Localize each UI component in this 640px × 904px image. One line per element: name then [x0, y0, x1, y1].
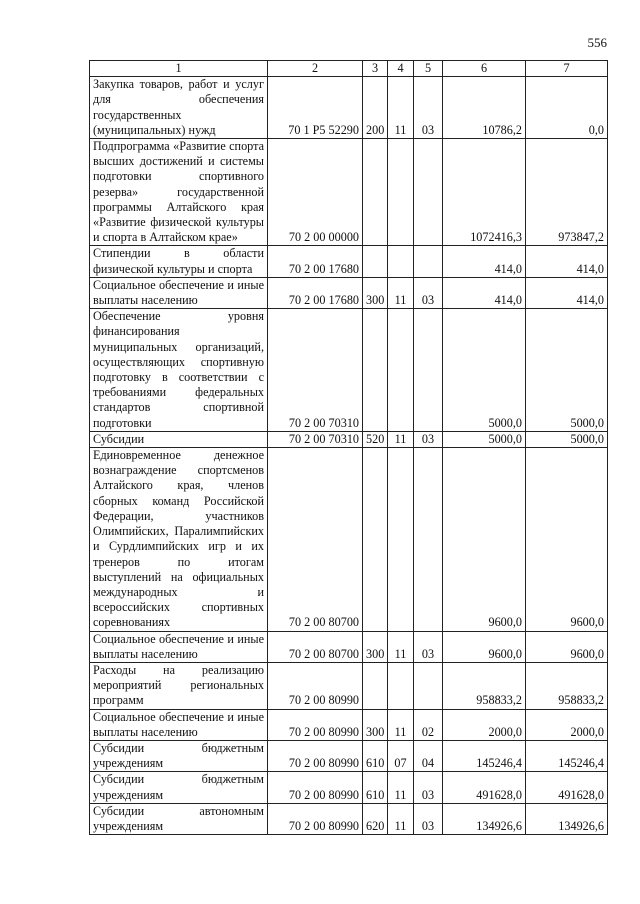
- col-header: 7: [526, 61, 608, 77]
- cell-c7: 414,0: [526, 246, 608, 277]
- col-header: 1: [90, 61, 268, 77]
- cell-name: Субсидии бюджетным учреждениям: [90, 772, 268, 803]
- cell-c5: [414, 246, 443, 277]
- cell-c7: 973847,2: [526, 139, 608, 246]
- cell-c6: 9600,0: [443, 631, 526, 662]
- table-row: [90, 709, 608, 740]
- cell-c4: 11: [388, 772, 414, 803]
- table-row: [90, 139, 608, 246]
- cell-c6: 491628,0: [443, 772, 526, 803]
- col-header: 6: [443, 61, 526, 77]
- cell-code: 70 2 00 70310: [268, 309, 363, 432]
- cell-code: 70 2 00 17680: [268, 277, 363, 308]
- cell-c6: 414,0: [443, 277, 526, 308]
- cell-c7: 5000,0: [526, 309, 608, 432]
- cell-c4: 11: [388, 709, 414, 740]
- cell-c3: [363, 139, 388, 246]
- table-row: [90, 309, 608, 432]
- cell-c4: [388, 662, 414, 709]
- table-row: [90, 803, 608, 834]
- cell-c5: [414, 309, 443, 432]
- cell-c6: 10786,2: [443, 77, 526, 139]
- cell-c3: [363, 448, 388, 631]
- cell-c5: [414, 662, 443, 709]
- cell-c3: 300: [363, 277, 388, 308]
- col-header: 4: [388, 61, 414, 77]
- cell-code: 70 1 P5 52290: [268, 77, 363, 139]
- cell-code: 70 2 00 00000: [268, 139, 363, 246]
- cell-name: Социальное обеспечение и иные выплаты населению: [90, 631, 268, 662]
- cell-c3: 300: [363, 709, 388, 740]
- cell-c4: 11: [388, 277, 414, 308]
- cell-c5: 03: [414, 77, 443, 139]
- cell-code: 70 2 00 80990: [268, 803, 363, 834]
- cell-name: Стипендии в области физической культуры и спорта: [90, 246, 268, 277]
- budget-table: [89, 60, 608, 835]
- table-row: [90, 662, 608, 709]
- cell-c4: 11: [388, 803, 414, 834]
- cell-c3: [363, 246, 388, 277]
- cell-name: Социальное обеспечение и иные выплаты населению: [90, 277, 268, 308]
- cell-c7: 9600,0: [526, 448, 608, 631]
- cell-c3: 620: [363, 803, 388, 834]
- cell-c5: [414, 139, 443, 246]
- cell-c5: 03: [414, 431, 443, 447]
- cell-c4: [388, 448, 414, 631]
- cell-c6: 5000,0: [443, 309, 526, 432]
- cell-name: Расходы на реализацию мероприятий региональных программ: [90, 662, 268, 709]
- cell-c6: 9600,0: [443, 448, 526, 631]
- cell-name: Закупка товаров, работ и услуг для обеспечения государственных (муниципальных) нужд: [90, 77, 268, 139]
- cell-name: Социальное обеспечение и иные выплаты населению: [90, 709, 268, 740]
- table-row: [90, 431, 608, 447]
- cell-c4: 11: [388, 431, 414, 447]
- cell-name: Подпрограмма «Развитие спорта высших достижений и системы подготовки спортивного резерва» государственной программы Алтайского края «Развитие физической культуры и спорта в Алтайском крае»: [90, 139, 268, 246]
- col-header: 2: [268, 61, 363, 77]
- cell-c7: 414,0: [526, 277, 608, 308]
- cell-c4: [388, 309, 414, 432]
- cell-c4: [388, 139, 414, 246]
- cell-c7: 9600,0: [526, 631, 608, 662]
- cell-code: 70 2 00 80700: [268, 631, 363, 662]
- cell-c7: 5000,0: [526, 431, 608, 447]
- cell-c4: 11: [388, 77, 414, 139]
- cell-name: Субсидии автономным учреждениям: [90, 803, 268, 834]
- cell-c3: 610: [363, 772, 388, 803]
- cell-c3: [363, 662, 388, 709]
- cell-c5: 03: [414, 772, 443, 803]
- cell-c6: 134926,6: [443, 803, 526, 834]
- cell-c7: 0,0: [526, 77, 608, 139]
- cell-c5: [414, 448, 443, 631]
- table-row: [90, 772, 608, 803]
- page-number: 556: [587, 35, 607, 50]
- cell-name: Субсидии бюджетным учреждениям: [90, 740, 268, 771]
- cell-c7: 134926,6: [526, 803, 608, 834]
- table-row: [90, 448, 608, 631]
- table-row: [90, 631, 608, 662]
- cell-code: 70 2 00 80990: [268, 740, 363, 771]
- cell-c7: 145246,4: [526, 740, 608, 771]
- cell-c6: 1072416,3: [443, 139, 526, 246]
- cell-code: 70 2 00 80700: [268, 448, 363, 631]
- cell-code: 70 2 00 70310: [268, 431, 363, 447]
- cell-c6: 958833,2: [443, 662, 526, 709]
- cell-c6: 145246,4: [443, 740, 526, 771]
- col-header: 3: [363, 61, 388, 77]
- cell-c4: [388, 246, 414, 277]
- cell-c7: 2000,0: [526, 709, 608, 740]
- cell-c5: 02: [414, 709, 443, 740]
- cell-c5: 03: [414, 631, 443, 662]
- table-row: [90, 277, 608, 308]
- cell-code: 70 2 00 80990: [268, 709, 363, 740]
- table-row: [90, 740, 608, 771]
- cell-name: Единовременное денежное вознаграждение спортсменов Алтайского края, членов сборных команд Российской Федерации, участников Олимпийских, Паралимпийских и Сурдлимпийских игр и их тренеров по итогам выступлений на официальных международных и всероссийских спортивных соревнованиях: [90, 448, 268, 631]
- cell-c7: 958833,2: [526, 662, 608, 709]
- cell-c5: 03: [414, 277, 443, 308]
- cell-c4: 07: [388, 740, 414, 771]
- cell-c6: 5000,0: [443, 431, 526, 447]
- cell-name: Обеспечение уровня финансирования муниципальных организаций, осуществляющих спортивную подготовку в соответствии с требованиями федеральных стандартов спортивной подготовки: [90, 309, 268, 432]
- table-row: [90, 246, 608, 277]
- header-row: [90, 61, 608, 77]
- cell-c7: 491628,0: [526, 772, 608, 803]
- cell-code: 70 2 00 17680: [268, 246, 363, 277]
- cell-code: 70 2 00 80990: [268, 772, 363, 803]
- cell-c3: 610: [363, 740, 388, 771]
- cell-c3: [363, 309, 388, 432]
- cell-c6: 2000,0: [443, 709, 526, 740]
- cell-c3: 200: [363, 77, 388, 139]
- cell-c5: 03: [414, 803, 443, 834]
- col-header: 5: [414, 61, 443, 77]
- table-row: [90, 77, 608, 139]
- cell-c5: 04: [414, 740, 443, 771]
- cell-code: 70 2 00 80990: [268, 662, 363, 709]
- cell-c4: 11: [388, 631, 414, 662]
- cell-name: Субсидии: [90, 431, 268, 447]
- cell-c3: 300: [363, 631, 388, 662]
- cell-c6: 414,0: [443, 246, 526, 277]
- cell-c3: 520: [363, 431, 388, 447]
